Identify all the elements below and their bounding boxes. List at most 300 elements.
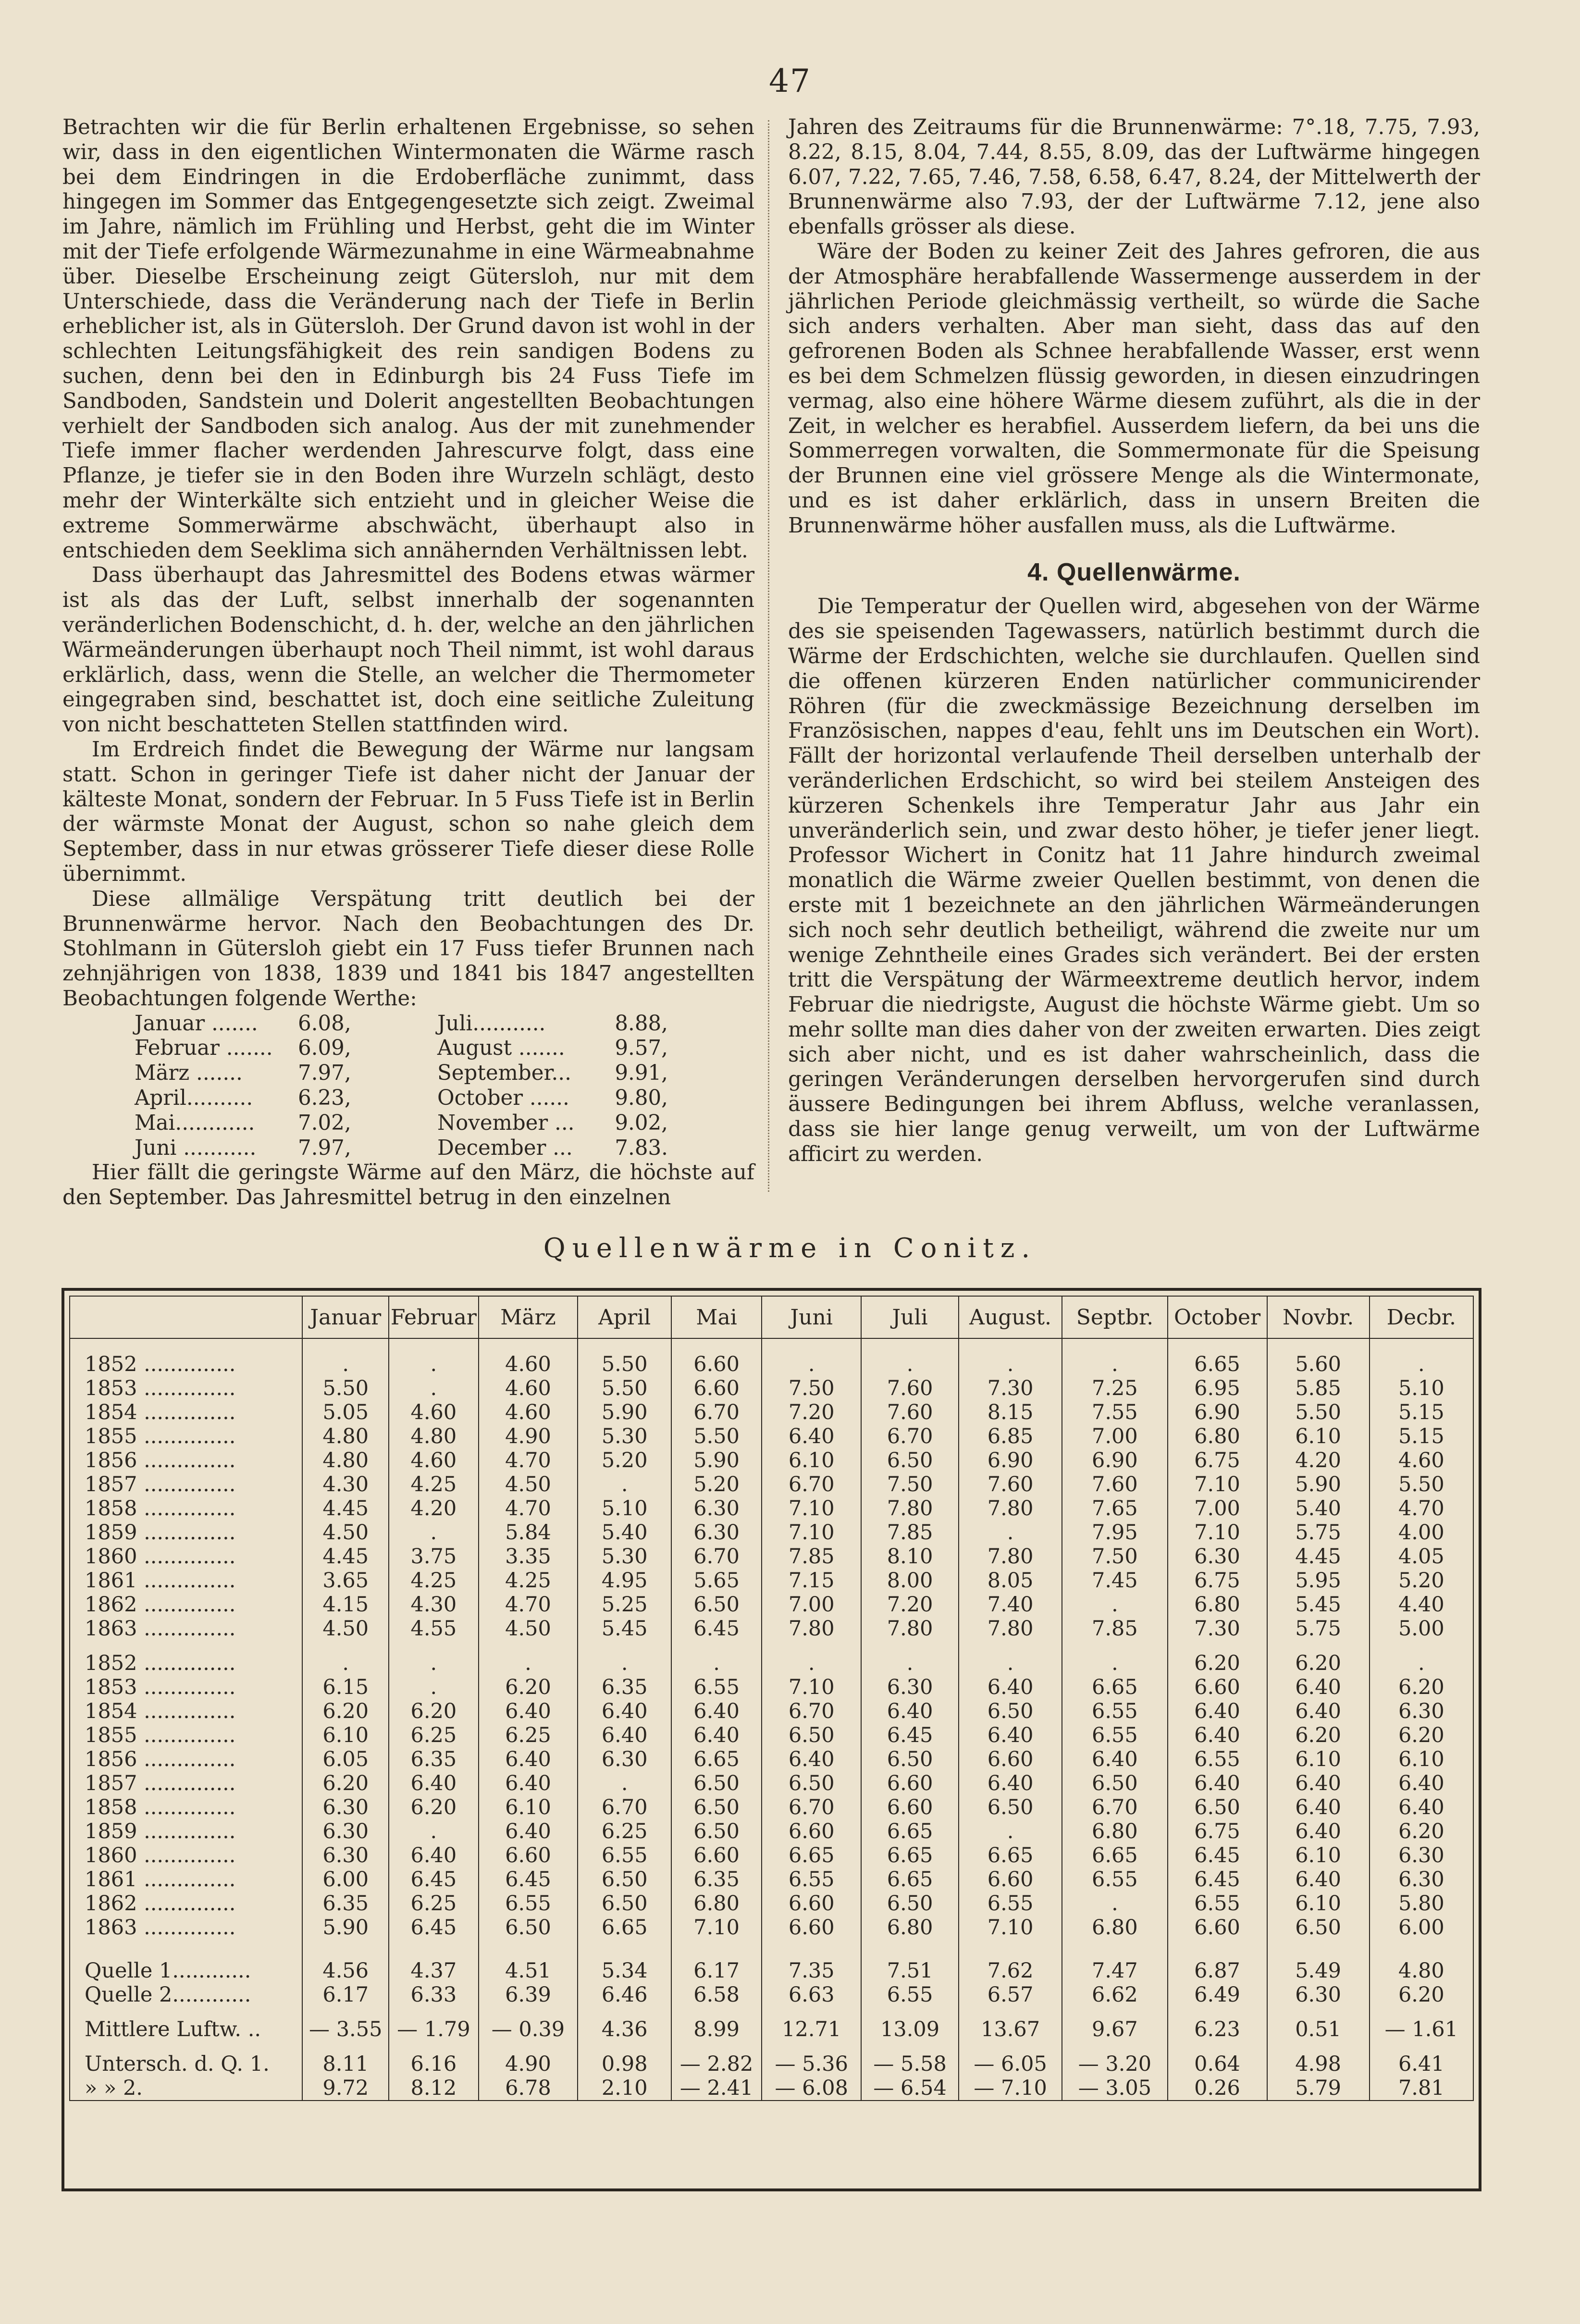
spacer-cell: [861, 2007, 959, 2017]
table-cell: 6.30: [671, 1496, 762, 1520]
table-cell: .: [1062, 1651, 1167, 1675]
table-cell: 6.65: [1062, 1843, 1167, 1867]
table-cell: 6.65: [861, 1843, 959, 1867]
table-cell: 6.65: [861, 1819, 959, 1843]
table-cell: 7.95: [1062, 1520, 1167, 1545]
table-cell: 6.30: [1370, 1843, 1473, 1867]
table-cell: 7.10: [1168, 1520, 1267, 1545]
month-row: [135, 1111, 668, 1136]
table-row: [70, 1651, 1473, 1675]
table-cell: 5.05: [302, 1400, 389, 1424]
spacer-cell: [762, 1940, 861, 1959]
table-cell: 6.50: [959, 1795, 1062, 1819]
table-cell: 7.80: [861, 1617, 959, 1641]
table-cell: 4.40: [1370, 1593, 1473, 1617]
table-row: [70, 1448, 1473, 1472]
table-cell: 4.51: [479, 1959, 578, 1983]
row-label: 1859 ..............: [70, 1520, 302, 1545]
table-cell: 5.90: [578, 1400, 671, 1424]
table-row: [70, 1675, 1473, 1699]
table-cell: 6.60: [861, 1795, 959, 1819]
table-cell: 6.70: [671, 1400, 762, 1424]
month-row: [135, 1012, 668, 1037]
table-cell: 6.45: [861, 1723, 959, 1747]
spacer-cell: [70, 1641, 302, 1651]
table-cell: 6.20: [1370, 1983, 1473, 2007]
spacer-cell: [70, 2007, 302, 2017]
table-cell: 7.60: [861, 1376, 959, 1400]
table-cell: 6.25: [479, 1723, 578, 1747]
table-cell: 6.35: [302, 1891, 389, 1916]
table-cell: 5.50: [578, 1349, 671, 1376]
table-cell: 5.84: [479, 1520, 578, 1545]
table-spacer: [70, 1338, 1473, 1349]
month-cell: März .......: [135, 1061, 243, 1086]
left-column: [62, 115, 754, 1211]
table-cell: 6.20: [1267, 1651, 1370, 1675]
table-cell: 6.80: [861, 1916, 959, 1940]
spacer-cell: [861, 1338, 959, 1349]
table-cell: 6.40: [861, 1699, 959, 1723]
row-label: 1863 ..............: [70, 1617, 302, 1641]
table-cell: 4.98: [1267, 2052, 1370, 2076]
table-spacer: [70, 2041, 1473, 2052]
row-label: 1856 ..............: [70, 1747, 302, 1771]
spacer-cell: [1062, 1641, 1167, 1651]
column-header: Juni: [762, 1296, 861, 1338]
row-label: 1857 ..............: [70, 1472, 302, 1496]
table-cell: 4.70: [479, 1593, 578, 1617]
column-header: Decbr.: [1370, 1296, 1473, 1338]
table-cell: 6.50: [959, 1699, 1062, 1723]
table-cell: 5.20: [578, 1448, 671, 1472]
table-cell: 6.30: [302, 1819, 389, 1843]
table-cell: 7.55: [1062, 1400, 1167, 1424]
left-paragraph-2: Dass überhaupt das Jahresmittel des Bodens etwas wärmer ist als das der Luft, selbst innerhalb der sogenannten veränderlichen Bodenschicht, d. h. der, welche an den jährlichen Wärmeänderungen überhaupt noch Theil nimmt, ist wohl daraus erklärlich, dass, wenn die Stelle, an welcher die Thermometer eingegraben sind, beschattet ist, doch eine seitliche Zuleitung von nicht beschatteten Stellen stattfinden wird.: [62, 563, 754, 737]
table-cell: 6.25: [389, 1891, 478, 1916]
table-cell: 6.30: [1370, 1699, 1473, 1723]
row-label: 1854 ..............: [70, 1699, 302, 1723]
section-heading: 4. Quellenwärme.: [1027, 558, 1241, 586]
table-cell: .: [389, 1651, 478, 1675]
spacer-cell: [671, 2041, 762, 2052]
spacer-cell: [1267, 1641, 1370, 1651]
table-cell: 4.05: [1370, 1545, 1473, 1569]
table-cell: .: [389, 1376, 478, 1400]
table-cell: 4.90: [479, 2052, 578, 2076]
table-cell: 6.95: [1168, 1376, 1267, 1400]
spacer-cell: [1370, 2007, 1473, 2017]
table-cell: 7.80: [959, 1617, 1062, 1641]
table-cell: 6.20: [302, 1771, 389, 1795]
table-cell: 7.85: [762, 1545, 861, 1569]
table-cell: 6.41: [1370, 2052, 1473, 2076]
table-row: [70, 1349, 1473, 1376]
table-cell: 4.70: [479, 1448, 578, 1472]
table-cell: 7.60: [861, 1400, 959, 1424]
table-row: [70, 2052, 1473, 2076]
table-cell: 6.40: [959, 1723, 1062, 1747]
table-cell: 6.30: [302, 1843, 389, 1867]
column-header: Februar: [389, 1296, 478, 1338]
spacer-cell: [959, 2041, 1062, 2052]
table-cell: 12.71: [762, 2017, 861, 2041]
table-cell: 6.50: [762, 1771, 861, 1795]
table-cell: 5.50: [671, 1424, 762, 1448]
month-cell: November ...: [437, 1111, 575, 1135]
column-divider: [768, 120, 769, 1192]
table-cell: — 2.41: [671, 2076, 762, 2101]
table-cell: 6.40: [578, 1723, 671, 1747]
table-cell: 6.40: [1168, 1699, 1267, 1723]
table-cell: 6.55: [959, 1891, 1062, 1916]
spacer-cell: [762, 1338, 861, 1349]
spacer-cell: [1370, 1940, 1473, 1959]
table-cell: 6.80: [1168, 1424, 1267, 1448]
table-cell: 6.10: [479, 1795, 578, 1819]
table-cell: 7.45: [1062, 1569, 1167, 1593]
spacer-cell: [389, 1338, 478, 1349]
table-cell: 6.60: [959, 1867, 1062, 1891]
table-cell: 7.10: [762, 1675, 861, 1699]
spacer-cell: [389, 2041, 478, 2052]
table-row: [70, 1593, 1473, 1617]
table-cell: 6.49: [1168, 1983, 1267, 2007]
table-cell: — 0.39: [479, 2017, 578, 2041]
table-cell: 6.60: [762, 1916, 861, 1940]
table-cell: 6.30: [1168, 1545, 1267, 1569]
table-cell: 6.60: [861, 1771, 959, 1795]
month-row: [135, 1136, 668, 1161]
table-cell: 8.12: [389, 2076, 478, 2101]
table-cell: 6.45: [1168, 1867, 1267, 1891]
table-cell: 4.50: [302, 1617, 389, 1641]
table-cell: 6.40: [479, 1771, 578, 1795]
table-cell: 6.62: [1062, 1983, 1167, 2007]
table-cell: 6.55: [578, 1843, 671, 1867]
table-cell: 6.15: [302, 1675, 389, 1699]
table-cell: 6.78: [479, 2076, 578, 2101]
table-cell: 7.10: [762, 1520, 861, 1545]
spacer-cell: [578, 1940, 671, 1959]
table-cell: 6.10: [302, 1723, 389, 1747]
spacer-cell: [578, 1338, 671, 1349]
spacer-cell: [1168, 1641, 1267, 1651]
table-cell: 6.85: [959, 1424, 1062, 1448]
table-cell: 5.50: [302, 1376, 389, 1400]
table-cell: 6.40: [1370, 1795, 1473, 1819]
spacer-cell: [479, 1940, 578, 1959]
table-cell: 5.20: [671, 1472, 762, 1496]
spacer-cell: [70, 2041, 302, 2052]
spacer-cell: [479, 1338, 578, 1349]
table-cell: 6.00: [1370, 1916, 1473, 1940]
table-cell: 6.40: [1267, 1867, 1370, 1891]
table-cell: 6.40: [1168, 1771, 1267, 1795]
spacer-cell: [861, 1940, 959, 1959]
table-spacer: [70, 1940, 1473, 1959]
column-header: [70, 1296, 302, 1338]
month-cell: April..........: [135, 1086, 253, 1111]
table-cell: 7.85: [861, 1520, 959, 1545]
table-cell: 6.40: [578, 1699, 671, 1723]
table-cell: 6.25: [578, 1819, 671, 1843]
table-cell: 5.90: [671, 1448, 762, 1472]
spacer-cell: [671, 1338, 762, 1349]
table-cell: 4.30: [302, 1472, 389, 1496]
spacer-cell: [959, 1940, 1062, 1959]
table-cell: 7.10: [1168, 1472, 1267, 1496]
row-label: 1855 ..............: [70, 1424, 302, 1448]
month-cell: Mai............: [135, 1111, 255, 1135]
month-cell: Juli...........: [437, 1011, 546, 1036]
table-cell: 5.15: [1370, 1424, 1473, 1448]
table-cell: 8.15: [959, 1400, 1062, 1424]
table-cell: 0.64: [1168, 2052, 1267, 2076]
table-cell: .: [671, 1651, 762, 1675]
column-header: Juli: [861, 1296, 959, 1338]
table-cell: — 3.55: [302, 2017, 389, 2041]
table-cell: 6.20: [1267, 1723, 1370, 1747]
table-row: [70, 1867, 1473, 1891]
column-header: Mai: [671, 1296, 762, 1338]
left-paragraph-4: Diese allmälige Verspätung tritt deutlich bei der Brunnenwärme hervor. Nach den Beobachtungen des Dr. Stohlmann in Gütersloh giebt ein 17 Fuss tiefer Brunnen nach zehnjährigen von 1838, 1839 und 1841 bis 1847 angestellten Beobachtungen folgende Werthe:: [62, 887, 754, 1011]
spacer-cell: [1267, 1338, 1370, 1349]
table-cell: 6.65: [861, 1867, 959, 1891]
table-cell: 9.67: [1062, 2017, 1167, 2041]
spacer-cell: [762, 2007, 861, 2017]
table-cell: 4.45: [302, 1496, 389, 1520]
table-cell: — 1.61: [1370, 2017, 1473, 2041]
table-cell: 6.55: [1062, 1699, 1167, 1723]
table-cell: — 1.79: [389, 2017, 478, 2041]
table-cell: 8.10: [861, 1545, 959, 1569]
table-cell: 6.10: [762, 1448, 861, 1472]
column-header: August.: [959, 1296, 1062, 1338]
month-row: [135, 1061, 668, 1086]
table-cell: 6.46: [578, 1983, 671, 2007]
spacer-cell: [1267, 2041, 1370, 2052]
spacer-cell: [762, 1641, 861, 1651]
spacer-cell: [1062, 2007, 1167, 2017]
table-cell: 4.50: [302, 1520, 389, 1545]
table-cell: 7.10: [959, 1916, 1062, 1940]
table-cell: 6.50: [861, 1448, 959, 1472]
left-paragraph-3: Im Erdreich findet die Bewegung der Wärme nur langsam statt. Schon in geringer Tiefe ist daher nicht der Januar der kälteste Monat, sondern der Februar. In 5 Fuss Tiefe ist in Berlin der wärmste Monat der August, schon so nahe gleich dem September, dass in nur etwas grösserer Tiefe dieser diese Rolle übernimmt.: [62, 737, 754, 886]
table-cell: 5.79: [1267, 2076, 1370, 2101]
table-cell: .: [762, 1651, 861, 1675]
table-cell: 7.15: [762, 1569, 861, 1593]
table-cell: 4.56: [302, 1959, 389, 1983]
table-cell: 6.10: [1267, 1891, 1370, 1916]
table-cell: 6.40: [389, 1843, 478, 1867]
table-cell: 6.40: [1062, 1747, 1167, 1771]
row-label: 1852 ..............: [70, 1349, 302, 1376]
table-cell: 6.50: [671, 1819, 762, 1843]
month-cell: 8.88,: [615, 1011, 668, 1036]
table-cell: 0.51: [1267, 2017, 1370, 2041]
table-cell: 6.20: [1370, 1819, 1473, 1843]
table-cell: 7.60: [1062, 1472, 1167, 1496]
table-cell: 6.70: [671, 1545, 762, 1569]
month-cell: 9.02,: [615, 1111, 668, 1135]
table-row: [70, 1569, 1473, 1593]
spacer-cell: [1062, 1338, 1167, 1349]
table-cell: .: [1062, 1891, 1167, 1916]
table-cell: 4.90: [479, 1424, 578, 1448]
table-cell: 4.25: [389, 1472, 478, 1496]
table-row: [70, 1496, 1473, 1520]
table-cell: 6.30: [1267, 1983, 1370, 2007]
table-cell: 6.75: [1168, 1819, 1267, 1843]
table-cell: 6.35: [671, 1867, 762, 1891]
table-cell: 5.65: [671, 1569, 762, 1593]
spacer-cell: [389, 1641, 478, 1651]
table-cell: 6.50: [479, 1916, 578, 1940]
table-cell: 6.50: [671, 1593, 762, 1617]
table-cell: 7.30: [1168, 1617, 1267, 1641]
row-label: 1862 ..............: [70, 1891, 302, 1916]
row-label: Mittlere Luftw. ..: [70, 2017, 302, 2041]
table-cell: 6.10: [1370, 1747, 1473, 1771]
table-cell: 4.70: [1370, 1496, 1473, 1520]
table-cell: .: [389, 1675, 478, 1699]
table-cell: 7.47: [1062, 1959, 1167, 1983]
month-cell: September...: [437, 1061, 571, 1086]
table-row: [70, 1916, 1473, 1940]
table-cell: 7.62: [959, 1959, 1062, 1983]
table-cell: 6.40: [762, 1424, 861, 1448]
table-cell: .: [578, 1651, 671, 1675]
table-cell: — 5.58: [861, 2052, 959, 2076]
table-cell: 6.55: [479, 1891, 578, 1916]
table-cell: 5.90: [1267, 1472, 1370, 1496]
table-cell: 5.30: [578, 1545, 671, 1569]
table-cell: 6.50: [861, 1891, 959, 1916]
table-cell: 6.40: [1267, 1795, 1370, 1819]
table-cell: 9.72: [302, 2076, 389, 2101]
table-cell: 6.60: [479, 1843, 578, 1867]
spacer-cell: [389, 2007, 478, 2017]
table-cell: 6.80: [1062, 1819, 1167, 1843]
table-cell: 7.85: [1062, 1617, 1167, 1641]
table-cell: 8.00: [861, 1569, 959, 1593]
table-cell: 5.75: [1267, 1617, 1370, 1641]
month-row: [135, 1086, 668, 1111]
table-cell: 6.10: [1267, 1424, 1370, 1448]
spacer-cell: [861, 1641, 959, 1651]
table-cell: 6.40: [479, 1747, 578, 1771]
table-cell: 6.58: [671, 1983, 762, 2007]
row-label: 1861 ..............: [70, 1867, 302, 1891]
table-row: [70, 2017, 1473, 2041]
table-cell: .: [389, 1349, 478, 1376]
table-row: [70, 1723, 1473, 1747]
spacer-cell: [1168, 1338, 1267, 1349]
table-cell: 6.87: [1168, 1959, 1267, 1983]
table-frame: [62, 1288, 1481, 2191]
spacer-cell: [70, 1338, 302, 1349]
month-cell: 6.09,: [298, 1036, 351, 1061]
table-cell: 6.20: [1370, 1675, 1473, 1699]
table-cell: 7.50: [762, 1376, 861, 1400]
spacer-cell: [1168, 2041, 1267, 2052]
spacer-cell: [302, 2007, 389, 2017]
table-cell: 6.45: [389, 1867, 478, 1891]
table-cell: 6.70: [1062, 1795, 1167, 1819]
table-cell: 4.60: [479, 1400, 578, 1424]
spacer-cell: [959, 1338, 1062, 1349]
table-cell: 6.20: [479, 1675, 578, 1699]
month-cell: 7.83.: [615, 1136, 668, 1160]
spacer-cell: [861, 2041, 959, 2052]
table-cell: 6.90: [1168, 1400, 1267, 1424]
table-row: [70, 1983, 1473, 2007]
table-cell: 6.20: [1370, 1723, 1473, 1747]
table-cell: 6.45: [479, 1867, 578, 1891]
table-cell: 6.25: [389, 1723, 478, 1747]
table-cell: 6.75: [1168, 1569, 1267, 1593]
row-label: 1858 ..............: [70, 1795, 302, 1819]
table-cell: 6.70: [861, 1424, 959, 1448]
spacer-cell: [1062, 2041, 1167, 2052]
table-cell: 5.50: [1267, 1400, 1370, 1424]
table-cell: 6.50: [671, 1771, 762, 1795]
spacer-cell: [70, 1940, 302, 1959]
table-cell: 5.45: [1267, 1593, 1370, 1617]
spacer-cell: [479, 2007, 578, 2017]
table-cell: 6.40: [1267, 1699, 1370, 1723]
table-cell: 5.34: [578, 1959, 671, 1983]
table-cell: 7.60: [959, 1472, 1062, 1496]
table-cell: 6.30: [861, 1675, 959, 1699]
table-cell: 5.00: [1370, 1617, 1473, 1641]
spacer-cell: [479, 2041, 578, 2052]
table-cell: 5.10: [1370, 1376, 1473, 1400]
table-cell: 6.50: [1267, 1916, 1370, 1940]
table-cell: 6.50: [1168, 1795, 1267, 1819]
table-cell: 6.30: [302, 1795, 389, 1819]
table-cell: 4.80: [302, 1448, 389, 1472]
table-cell: 8.05: [959, 1569, 1062, 1593]
page-number: 47: [769, 62, 811, 99]
table-cell: .: [1062, 1349, 1167, 1376]
table-cell: 6.00: [302, 1867, 389, 1891]
table-cell: 8.99: [671, 2017, 762, 2041]
table-cell: 5.50: [1370, 1472, 1473, 1496]
table-title: Quellenwärme in Conitz.: [543, 1233, 1037, 1264]
table-cell: 7.00: [1168, 1496, 1267, 1520]
month-cell: Januar .......: [135, 1011, 258, 1036]
table-cell: 6.40: [671, 1723, 762, 1747]
table-cell: 4.60: [479, 1376, 578, 1400]
table-cell: 6.60: [762, 1819, 861, 1843]
table-cell: 3.65: [302, 1569, 389, 1593]
column-header: Novbr.: [1267, 1296, 1370, 1338]
column-header: Septbr.: [1062, 1296, 1167, 1338]
table-row: [70, 1843, 1473, 1867]
row-label: Quelle 1............: [70, 1959, 302, 1983]
table-cell: 6.20: [389, 1795, 478, 1819]
month-cell: 9.80,: [615, 1086, 668, 1111]
table-cell: .: [389, 1520, 478, 1545]
table-cell: 6.20: [389, 1699, 478, 1723]
table-row: [70, 1400, 1473, 1424]
spacer-cell: [578, 2007, 671, 2017]
table-cell: 6.60: [762, 1891, 861, 1916]
table-cell: 6.70: [578, 1795, 671, 1819]
table-cell: 4.70: [479, 1496, 578, 1520]
